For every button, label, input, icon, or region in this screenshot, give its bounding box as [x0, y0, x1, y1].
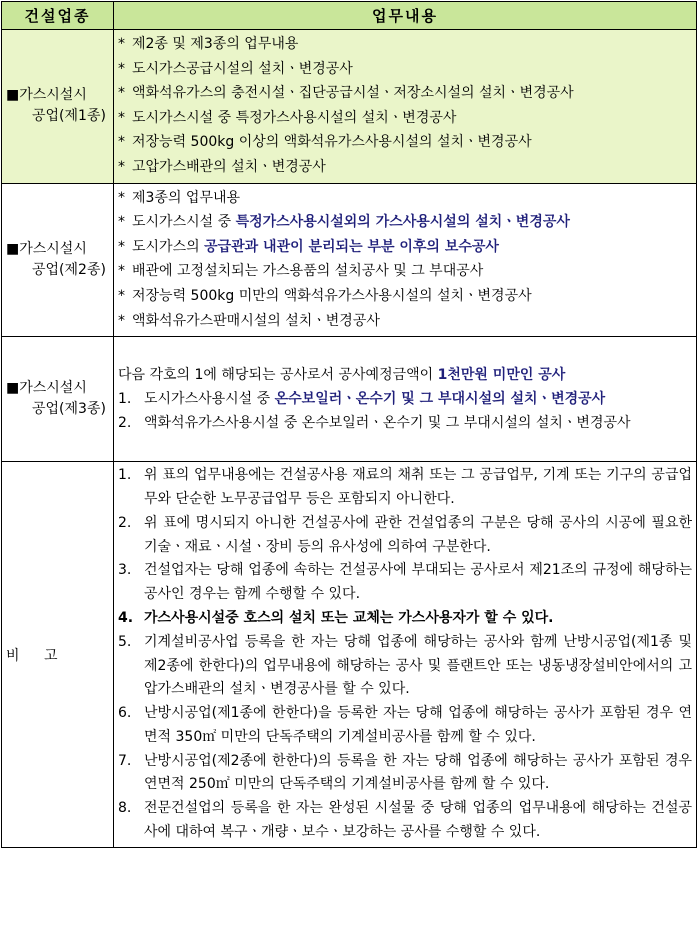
list-item	[118, 186, 692, 211]
notes-list	[114, 462, 696, 847]
note-item	[118, 631, 692, 702]
note-number: 5.	[118, 633, 132, 650]
numbered-item	[118, 411, 692, 435]
bullet-mark: *	[118, 85, 125, 102]
emphasis-text: 공급관과 내관이 분리되는 부분 이후의 보수공사	[204, 238, 499, 255]
table-row-type3	[2, 337, 697, 462]
bullet-mark: *	[118, 263, 125, 280]
note-item	[118, 702, 692, 750]
list-item	[118, 32, 692, 57]
bullet-mark: *	[118, 134, 125, 151]
category-label-line1: ■가스시설시	[6, 240, 87, 257]
emphasis-text: 온수보일러ㆍ온수기 및 그 부대시설의 설치ㆍ변경공사	[274, 391, 606, 408]
note-text: 위 표에 명시되지 아니한 건설공사에 관한 건설업종의 구분은 당해 공사의 시공에 필요한 기술ㆍ재료ㆍ시설ㆍ장비 등의 유사성에 의하여 구분한다.	[144, 514, 692, 555]
category-label-rest: 공업(제1종)	[32, 108, 106, 125]
list-item-text: 제2종 및 제3종의 업무내용	[132, 36, 299, 52]
list-item	[118, 57, 692, 82]
list-item	[118, 259, 692, 284]
note-text: 기계설비공사업 등록을 한 자는 당해 업종에 해당하는 공사와 함께 난방시공업(제1종 및 제2종에 한한다)의 업무내용에 해당하는 공사 및 플랜트안 또는 냉동냉장설비안에서의 고압가스배관의 설치ㆍ변경공사를 할 수 있다.	[144, 633, 692, 698]
note-number: 1.	[118, 467, 132, 484]
emphasis-text: 특정가스사용시설외의 가스사용시설의 설치ㆍ변경공사	[235, 214, 570, 231]
note-item	[118, 464, 692, 512]
list-item	[118, 155, 692, 180]
note-text: 위 표의 업무내용에는 건설공사용 재료의 채취 또는 그 공급업무, 기계 또는 기구의 공급업무와 단순한 노무공급업무 등은 포함되지 아니한다.	[144, 467, 692, 507]
note-number: 6.	[118, 705, 132, 722]
category-label-rest: 공업(제3종)	[32, 401, 106, 418]
bullet-mark: *	[118, 238, 125, 255]
section3-content	[114, 360, 696, 438]
table-row-type2	[2, 183, 697, 337]
list-item	[118, 309, 692, 334]
note-text: 전문건설업의 등록을 한 자는 완성된 시설물 중 당해 업종의 업무내용에 해당하는 건설공사에 대하여 복구ㆍ개량ㆍ보수ㆍ보강하는 공사를 수행할 수 있다.	[144, 800, 692, 841]
notes-label: 비 고	[2, 462, 114, 848]
list-item	[118, 106, 692, 131]
notes-content	[114, 462, 697, 848]
bullet-mark: *	[118, 214, 125, 231]
list-item-text: 고압가스배관의 설치ㆍ변경공사	[132, 158, 326, 175]
header-work-content: 업무내용	[114, 2, 697, 30]
list-item-text: 저장능력 500kg 이상의 액화석유가스사용시설의 설치ㆍ변경공사	[132, 134, 532, 151]
note-number: 4.	[118, 609, 134, 626]
bullet-list-type2	[114, 184, 696, 337]
note-item	[118, 750, 692, 798]
item-number: 2.	[118, 415, 132, 432]
numbered-item	[118, 387, 692, 411]
list-item-text: 액화석유가스의 충전시설ㆍ집단공급시설ㆍ저장소시설의 설치ㆍ변경공사	[132, 85, 574, 102]
category-label-line1: ■가스시설시	[6, 380, 87, 397]
list-item-text: 도시가스시설 중 특정가스사용시설의 설치ㆍ변경공사	[132, 109, 457, 126]
list-item-text: 제3종의 업무내용	[132, 189, 241, 206]
note-number: 2.	[118, 514, 132, 531]
category-cell-type2	[2, 183, 114, 337]
note-text: 난방시공업(제2종에 한한다)의 등록을 한 자는 당해 업종에 해당하는 공사가 포함된 경우 연면적 250㎡ 미만의 단독주택의 기계설비공사를 함께 할 수 있다.	[144, 752, 692, 793]
bullet-mark: *	[118, 109, 125, 126]
bullet-mark: *	[118, 36, 125, 52]
work-content-type1	[114, 30, 697, 184]
item-text	[144, 387, 692, 411]
note-text: 건설업자는 당해 업종에 속하는 건설공사에 부대되는 공사로서 제21조의 규정에 해당하는 공사인 경우는 함께 수행할 수 있다.	[144, 562, 692, 603]
bullet-mark: *	[118, 60, 125, 77]
bullet-mark: *	[118, 287, 125, 304]
item-text: 액화석유가스사용시설 중 온수보일러ㆍ온수기 및 그 부대시설의 설치ㆍ변경공사	[144, 415, 631, 432]
work-content-type2	[114, 183, 697, 337]
intro-text: 다음 각호의 1에 해당되는 공사로서 공사예정금액이	[118, 367, 438, 384]
list-item-text: 도시가스시설 중	[132, 214, 236, 231]
category-label-line1: ■가스시설시	[6, 87, 87, 104]
list-item-text: 배관에 고정설치되는 가스용품의 설치공사 및 그 부대공사	[132, 263, 484, 280]
note-number: 3.	[118, 562, 132, 579]
bullet-mark: *	[118, 189, 125, 206]
bullet-list-type1	[114, 30, 696, 183]
list-item	[118, 130, 692, 155]
note-text: 가스사용시설중 호스의 설치 또는 교체는 가스사용자가 할 수 있다.	[144, 609, 554, 626]
header-construction-type: 건설업종	[2, 2, 114, 30]
note-item	[118, 607, 692, 631]
list-item	[118, 81, 692, 106]
note-number: 8.	[118, 800, 132, 817]
item-text-plain: 도시가스사용시설 중	[144, 391, 275, 408]
list-item-text: 액화석유가스판매시설의 설치ㆍ변경공사	[132, 312, 380, 329]
category-cell-type1	[2, 30, 114, 184]
category-label-rest: 공업(제2종)	[32, 261, 106, 278]
note-item	[118, 559, 692, 607]
table-row-type1	[2, 30, 697, 184]
note-item	[118, 797, 692, 845]
list-item	[118, 210, 692, 235]
list-item-text: 도시가스의	[132, 238, 205, 255]
bullet-mark: *	[118, 312, 125, 329]
section3-intro	[118, 363, 692, 387]
item-number: 1.	[118, 391, 132, 408]
list-item	[118, 235, 692, 260]
note-item	[118, 512, 692, 560]
list-item-text: 도시가스공급시설의 설치ㆍ변경공사	[132, 60, 353, 77]
note-number: 7.	[118, 752, 132, 769]
list-item-text: 저장능력 500kg 미만의 액화석유가스사용시설의 설치ㆍ변경공사	[132, 287, 532, 304]
category-cell-type3	[2, 337, 114, 462]
table-header-row	[2, 2, 697, 30]
note-text: 난방시공업(제1종에 한한다)을 등록한 자는 당해 업종에 해당하는 공사가 포함된 경우 연면적 350㎡ 미만의 단독주택의 기계설비공사를 함께 할 수 있다.	[144, 705, 692, 745]
bullet-mark: *	[118, 158, 125, 175]
list-item	[118, 284, 692, 309]
table-row-notes	[2, 462, 697, 848]
construction-type-table	[1, 1, 697, 848]
emphasis-text: 1천만원 미만인 공사	[437, 367, 566, 384]
work-content-type3	[114, 337, 697, 462]
